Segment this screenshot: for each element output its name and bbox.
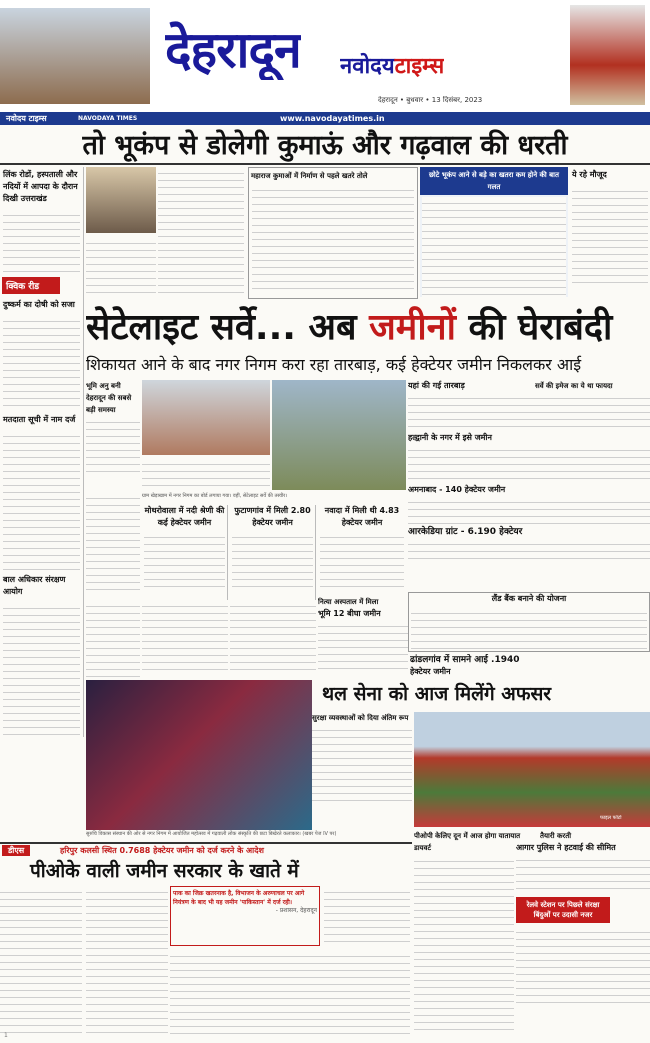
quake-myth-body — [422, 197, 566, 297]
fact-box-2-body — [232, 531, 313, 591]
bottom-right-body — [516, 854, 650, 894]
survey-right-h3: हल्द्वानी के नगर में इसे जमीन — [408, 433, 492, 442]
present-list-title: ये रहे मौजूद — [572, 170, 607, 179]
dhandal-headline-b: हेक्टेयर जमीन — [410, 667, 451, 676]
present-list — [570, 167, 650, 297]
pop-traffic-headline: पीओपी केलिए दून में आज होगा यातायात डायवर्ट — [414, 832, 521, 852]
page-number: 1 — [4, 1032, 8, 1039]
survey-intro — [86, 380, 140, 490]
clock-tower-photo — [570, 5, 645, 105]
fact-box-1-title: मोथरोवाला में नदी श्रेणी की कई हेक्टेयर जमीन — [144, 506, 225, 527]
left-body-4 — [3, 602, 80, 737]
survey-right-h1: यहां की गई तारबाड़ — [408, 381, 465, 390]
quake-box-title: महाराज कुमाओं में निर्माण से पहले खतरे तोले — [251, 172, 368, 180]
masthead-brand — [340, 52, 444, 82]
parade-photo — [0, 8, 150, 104]
parade-ground-photo — [414, 712, 650, 827]
fact-box-3-title: नवादा में मिली थी 4.83 हेक्टेयर जमीन — [324, 506, 400, 527]
fact-box-2 — [230, 505, 316, 600]
bottom-headline: पीओके वाली जमीन सरकार के खाते में — [30, 860, 299, 882]
quake-myth-title: छोटे भूकंप आने से बड़े का खतरा कम होने की बात गलत — [420, 167, 568, 195]
railway-badge: रेलवे स्टेशन पर पिछले संरक्षा बिंदुओं पर उदासी नजर — [516, 897, 610, 923]
left-body-2 — [3, 315, 80, 410]
brand-suffix: टाइम्स — [394, 54, 445, 79]
land-photo — [142, 380, 270, 455]
left-headline-2: दुष्कर्म का दोषी को सजा — [3, 300, 75, 309]
survey-subhead: शिकायत आने के बाद नगर निगम करा रहा तारबाड़, कई हेक्टेयर जमीन निकलकर आई — [86, 355, 582, 374]
left-body-1 — [3, 209, 80, 274]
left-body-3 — [3, 430, 80, 570]
hospital-kicker: नित्या अस्पताल में मिला — [318, 598, 379, 606]
bottom-quote — [170, 886, 320, 946]
survey-right-body-5 — [408, 538, 650, 563]
bottom-body-3 — [170, 950, 410, 1036]
masthead-bar — [0, 112, 650, 125]
masthead — [0, 0, 650, 115]
quake-myth-box — [420, 167, 568, 297]
quake-box-body — [252, 184, 414, 294]
lead-story — [86, 167, 246, 299]
photo-label: फाइल फोटो — [600, 815, 622, 821]
bottom-body-1 — [0, 886, 82, 1036]
survey-body-col-2 — [142, 458, 270, 490]
survey-right-column — [408, 380, 650, 590]
hospital-body — [318, 620, 408, 670]
brand-name: नवोदय — [340, 54, 395, 79]
quake-box — [248, 167, 418, 299]
quote-text: पाक का जिक्र खतरनाक है, विभाजन के अरुणाचल पर आगे नियंत्रण के बाद भी यह जमीन 'पाकिस्तान' में दर्ज रही। — [173, 890, 305, 906]
fact-box-3-body — [320, 531, 404, 591]
right-top-block — [420, 167, 650, 299]
quick-read-badge: क्विक रीड — [2, 277, 60, 294]
bar-brand: नवोदय टाइम्स — [6, 114, 47, 123]
bottom-kicker: हरिपुर कलसी स्थित 0.7688 हेक्टेयर जमीन को दर्ज करने के आदेश — [60, 846, 264, 855]
survey-right-h4: अमनाबाद - 140 हेक्टेयर जमीन — [408, 485, 506, 494]
mid-body-col-c — [230, 600, 316, 670]
survey-headline — [86, 303, 650, 353]
survey-headline-red: जमीनों — [369, 307, 456, 348]
hospital-story — [318, 596, 408, 674]
army-sub1: सुरक्षा व्यवस्थाओं को दिया अंतिम रूप — [312, 714, 409, 722]
fact-box-1 — [142, 505, 228, 600]
fact-box-2-title: फुटाणगांव में मिली 2.80 हेक्टेयर जमीन — [234, 506, 311, 527]
masthead-title: देहरादून — [165, 21, 301, 79]
dhandal-story — [410, 654, 650, 678]
bottom-tag: डीएस — [2, 845, 30, 856]
bar-brand-en: NAVODAYA TIMES — [78, 115, 138, 122]
survey-right-body-1 — [408, 392, 650, 432]
website-link[interactable]: www.navodayatimes.in — [280, 114, 385, 123]
land-bank-title: लैंड बैंक बनाने की योजना — [491, 594, 567, 603]
bottom-right-body-2 — [516, 926, 650, 1006]
bottom-right-head: आगार पुलिस ने हटवाई की सीमित — [516, 843, 616, 852]
bottom-body-2 — [86, 886, 168, 1036]
satellite-photo — [272, 380, 406, 490]
bottom-body-4 — [324, 886, 410, 946]
survey-intro-head: भूमि अनु बनी देहरादून की सबसे बड़ी समस्या — [86, 382, 132, 414]
hospital-headline: भूमि 12 बीघा जमीन — [318, 609, 381, 618]
fact-box-3 — [318, 505, 406, 600]
survey-headline-a: सेटेलाइट सर्वे... अब — [86, 307, 357, 348]
army-body-2 — [414, 855, 514, 1036]
survey-intro-body — [86, 416, 140, 476]
survey-body-col-1 — [86, 492, 140, 592]
army-body-1 — [312, 724, 412, 804]
left-column — [0, 167, 84, 737]
land-bank-body — [411, 607, 647, 649]
army-headline: थल सेना को आज मिलेंगे अफसर — [322, 683, 552, 705]
dance-caption — [86, 830, 410, 840]
dance-caption-text: सुरुचि विकास संस्थान की ओर से नगर निगम में आयोजित महोत्सव में गढ़वाली लोक संस्कृति की छटा बिखेरते कलाकार। — [86, 831, 301, 837]
mid-body-col-a — [86, 600, 140, 680]
fact-box-1-body — [144, 531, 225, 591]
survey-headline-b: की घेराबंदी — [468, 307, 613, 348]
mid-body-col-b — [142, 600, 228, 670]
survey-right-body-3 — [408, 444, 650, 484]
expert-portrait — [86, 167, 156, 233]
survey-photo-caption: ग्राम खेड़ाखाम में नगर निगम का बोर्ड लगाया गया। वहीं, सेटेलाइट सर्वे की तस्वीर। — [142, 493, 288, 499]
left-headline-3: मतदाता सूची में नाम दर्ज — [3, 415, 76, 424]
left-headline-4: बाल अधिकार संरक्षण आयोग — [3, 575, 66, 596]
lead-body-a — [158, 167, 244, 297]
lead-body-b — [86, 237, 156, 297]
dance-caption-credit: (खबर पेज IV पर) — [302, 831, 337, 837]
quote-credit: - प्रशासन, देहरादून — [275, 907, 317, 914]
present-list-body — [572, 185, 648, 285]
dhandal-headline-a: ढांडलगांव में सामने आई .1940 — [410, 655, 520, 665]
army-sidebar — [312, 712, 412, 830]
survey-right-h2: सर्वे की इमेज का ये था फायदा — [535, 380, 650, 392]
survey-right-h5: आरकेडिया ग्रांट - 6.190 हेक्टेयर — [408, 527, 523, 537]
date-line: देहरादून • बुधवार • 13 दिसंबर, 2023 — [378, 96, 483, 104]
land-bank-box — [408, 592, 650, 652]
left-headline-1: लिंक रोडों, हस्पताली और नदियों में आपदा के दौरान दिखी उत्तराखंड — [3, 170, 78, 203]
army-sub2: तैयारी करती — [540, 832, 572, 840]
bottom-right-story — [516, 842, 650, 1038]
bottom-kicker-row — [0, 842, 412, 856]
dance-photo — [86, 680, 312, 830]
lead-headline: तो भूकंप से डोलेगी कुमाऊं और गढ़वाल की धरती — [0, 127, 650, 165]
survey-right-body-4 — [408, 496, 650, 526]
